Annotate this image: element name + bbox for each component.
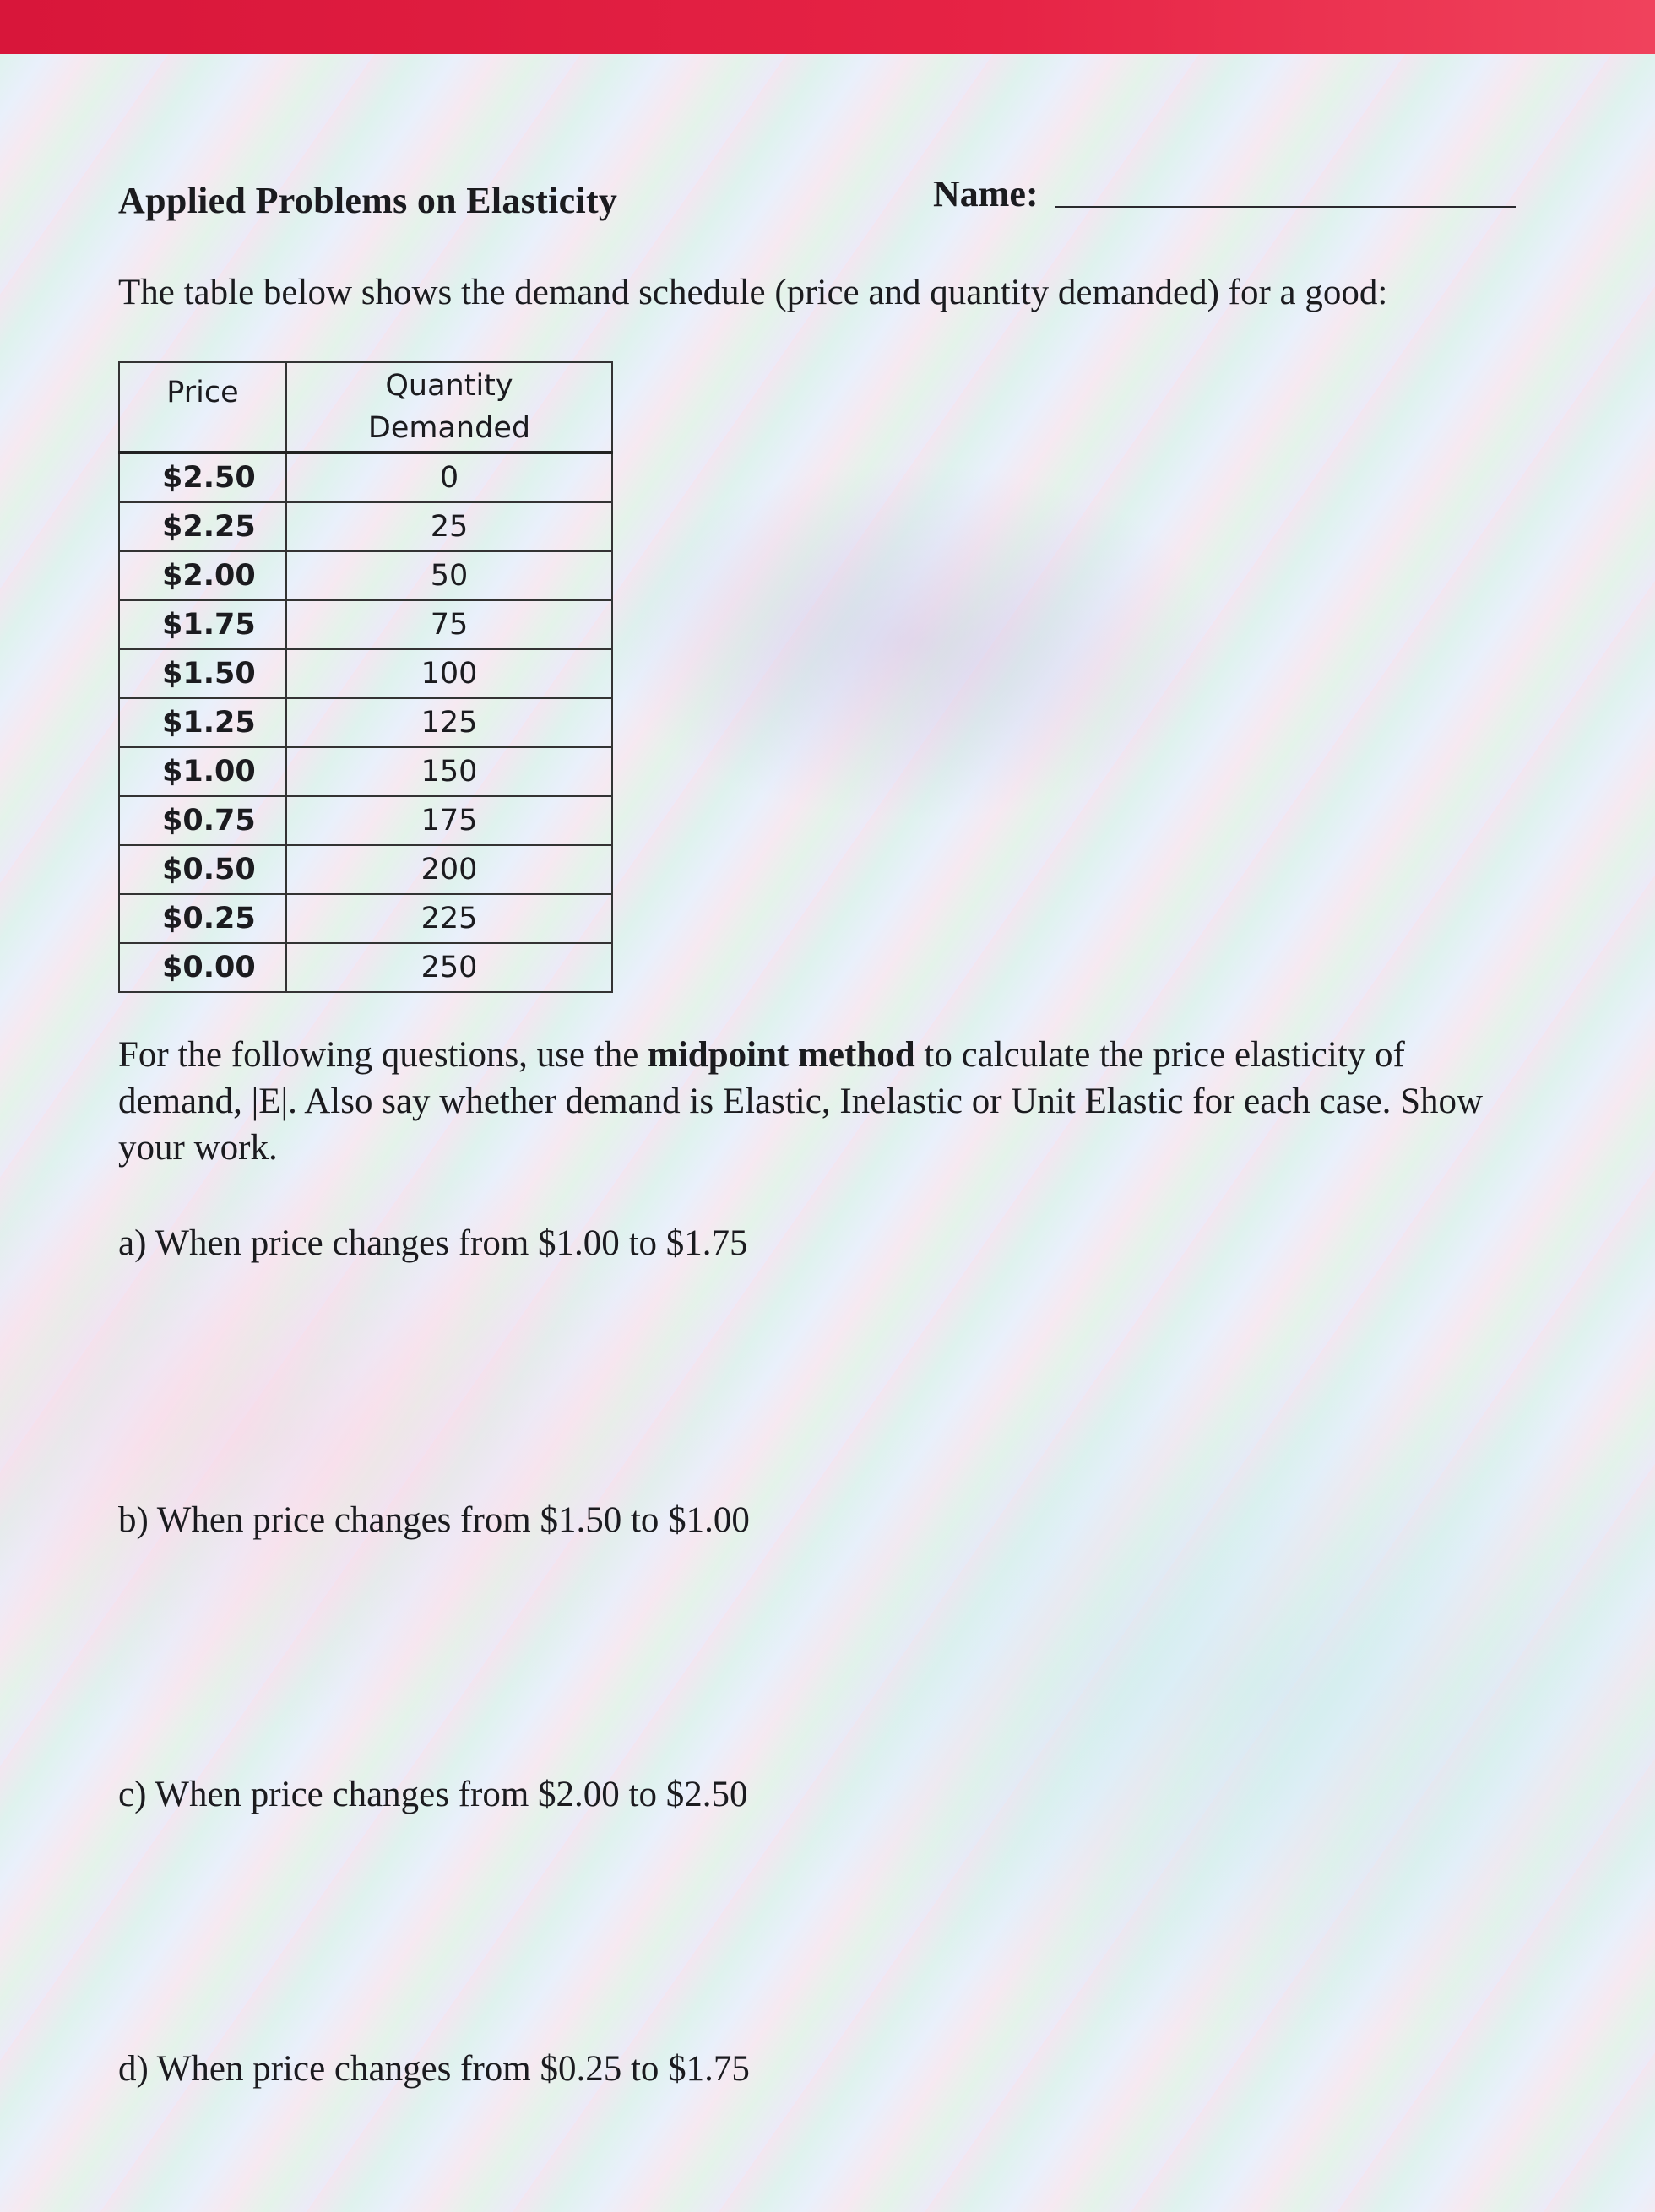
quantity-cell: 50 [286,551,612,600]
instructions-text: to calculate the price elasticity of demand, |E|. Also say whether demand is Elastic, Inelastic or Unit Elastic for each case. Show your work. [118,1035,1484,1168]
question-b: b) When price changes from $1.50 to $1.00 [118,1500,750,1540]
worksheet-title: Applied Problems on Elasticity [118,180,618,221]
question-c: c) When price changes from $2.00 to $2.50 [118,1775,748,1814]
price-cell: $0.25 [119,894,286,943]
intro-text: The table below shows the demand schedule (price and quantity demanded) for a good: [118,273,1388,312]
table-header-row [119,362,612,453]
price-column-header: Price [119,362,286,453]
quantity-cell: 125 [286,698,612,747]
price-cell: $1.00 [119,747,286,796]
table-row [119,698,612,747]
name-blank-line [1055,206,1516,208]
red-top-edge [0,0,1655,54]
table-row [119,600,612,649]
table-row [119,551,612,600]
quantity-cell: 175 [286,796,612,845]
table-row [119,453,612,502]
quantity-cell: 100 [286,649,612,698]
price-cell: $2.25 [119,502,286,551]
table-row [119,845,612,894]
demand-schedule-table [118,361,613,993]
table-row [119,747,612,796]
quantity-cell: 150 [286,747,612,796]
table-row [119,502,612,551]
quantity-cell: 0 [286,453,612,502]
quantity-cell: 250 [286,943,612,992]
table-row [119,894,612,943]
quantity-cell: 225 [286,894,612,943]
table-row [119,796,612,845]
price-cell: $0.50 [119,845,286,894]
table-row [119,649,612,698]
price-cell: $0.75 [119,796,286,845]
quantity-cell: 75 [286,600,612,649]
question-a: a) When price changes from $1.00 to $1.75 [118,1223,748,1263]
instructions-emphasis: midpoint method [648,1035,915,1075]
price-cell: $2.50 [119,453,286,502]
price-cell: $2.00 [119,551,286,600]
price-cell: $1.50 [119,649,286,698]
quantity-column-header: Quantity Demanded [286,362,612,453]
price-cell: $1.25 [119,698,286,747]
name-label: Name: [933,173,1039,214]
price-cell: $0.00 [119,943,286,992]
table-row [119,943,612,992]
price-cell: $1.75 [119,600,286,649]
question-d: d) When price changes from $0.25 to $1.75 [118,2049,750,2089]
instructions-paragraph [118,1032,1537,1171]
instructions-text: For the following questions, use the [118,1035,648,1075]
quantity-cell: 200 [286,845,612,894]
quantity-cell: 25 [286,502,612,551]
